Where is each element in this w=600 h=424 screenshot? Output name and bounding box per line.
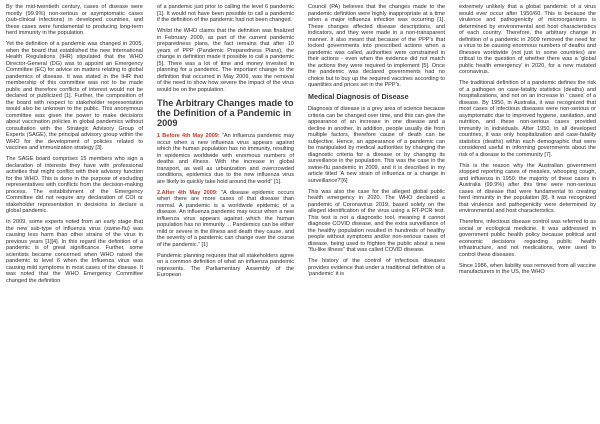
paragraph: The SAGE board comprises 15 members who sign a declaration of interests they have with professional activities that might conflict with their advisory function for the WHO. This is done in the purpose of excluding representatives with conflicts from the decision-making process. The establishment of the Emergency Committee did not require any declaration of COI or stakeholder representation in decisions to declare a global pandemic. [6, 156, 143, 214]
column-2 [157, 4, 294, 424]
definition-item [157, 190, 294, 249]
paragraph: The traditional definition of a pandemic defines the risk of a pathogen on case-fatality statistics (deaths) and hospitalizations, and not on an increase in ' cases' of a disease. By 1950, in Australia, it was recognized that most cases of infectious diseases were non-serious or asymptomatic due to improved hygiene, sanitation, and nutrition, and these non-serious cases provided immunity in individuals. After 1950, in all developed countries, it was only hospitalization and case-fatality statistics (deaths) within each demographic that were considered useful in informing governments about the risk of a disease to the community [7]. [459, 80, 596, 158]
definition-marker: 2.After 4th May 2009: [157, 189, 218, 196]
paragraph: In 2009, some experts noted from an early stage that the new sub-type of influenza virus (swine-flu) was causing less harm than other strains of the virus in previous years [1][4]. In this regard the definition of a pandemic is of great significance. Further, some scientists became concerned when WHO raised the pandemic to level 6 when the Influenza virus was causing mild symptoms in most cases of the disease. It was noted that the WHO Emergency Committee changed the definition [6, 219, 143, 284]
paragraph: This is the reason why the Australian government stopped reporting cases of measles, whooping cough, and influenza in 1950: the majority of these cases in Australia (99.9%) after this time were non-serious cases of disease that were fundamental to creating herd immunity in the population [8]. It was recognized that virulence and pathogenicity were determined by environmental and host characteristics. [459, 162, 596, 214]
paragraph: This was also the case for the alleged global public health emergency in 2020. The WHO declared a pandemic of Coronavirus 2019, based solely on the alleged identification of the virus using a RT-PCR test. This test is not a diagnostic tool, meaning it cannot diagnose COVID disease, and the extra surveillance of the healthy population resulted in hundreds of healthy people without symptoms and/or non-serious cases of disease, being used to frighten the public about a new "flu-like illness" that was called COVID disease. [308, 188, 445, 254]
definition-text: "An influenza pandemic may occur when a new influenza virus appears against which the human population has no immunity, resulting in epidemics worldwide with enormous numbers of deaths and illness. With the increase in global transport, as well as urbanization and overcrowded conditions, epidemics due to the new influenza virus are likely to quickly take hold around the world" [1]. [157, 133, 294, 185]
paragraph: Therefore, infectious disease control was referred to as social or ecological medicine. It was addressed in government public health policy because political and economic decisions regarding public health infrastructure, and not medications, were used to control these diseases. [459, 219, 596, 258]
paragraph: Diagnosis of disease is a grey area of science because criteria can be changed over time, and this can give the appearance of an increase in one disease and a decline in another. In addition, people usually die from multiple factors, therefore cause of death can be subjective. Hence, an appearance of a pandemic can be manipulated by medical authorities by changing the diagnostic criteria for a disease or by changing its surveillance in the population. This was the case in the swine-flu pandemic in 2009, and it is described in my article titled 'A new strain of influenza or a change in surveillance?'[6] [308, 106, 445, 184]
column-4 [459, 4, 596, 424]
paragraph: Yet the definition of a pandemic was changed in 2005, when the board that established the new International Health Regulations (IHR) stipulated that the WHO Director-General (DG) was to appoint an Emergency Committee (EC) for advice on matters relating to global pandemics of disease. It was stated in the IHR that membership of this committee was not to be made public and therefore conflicts of interest would not be declared or publicized [1]. Further, the composition of the board with respect to stakeholder representation would also be unknown to the public. This anonymous committee was given the power to make decisions about vaccination policies in global pandemics without consultation with the Strategic Advisory Group of Experts (SAGE), the principal advisory group within the WHO for the development of policies related to vaccines and immunization strategy [3]. [6, 41, 143, 151]
section-heading-medical-diagnosis: Medical Diagnosis of Disease [308, 92, 409, 101]
paragraph: Pandemic planning requires that all stakeholders agree on a common definition of what an influenza pandemic represents. The Parliamentary Assembly of the European [157, 252, 294, 279]
definition-marker: 1 Before 4th May 2009: [157, 133, 220, 140]
section-heading-arbitrary-changes: The Arbitrary Changes made to the Definition of a Pandemic in 2009 [157, 97, 294, 128]
paragraph: By the mid-twentieth century, cases of disease were mostly (99.9%) non-serious or asymptomatic cases (sub-clinical infections) in developed countries, and these cases were fundamental to producing long-term herd immunity in the population. [6, 4, 143, 36]
paragraph: extremely unlikely that a global pandemic of a virus would ever occur after 1950/60. This is because the virulence and pathogenicity of microorganisms is determined by environmental and host characteristics of each country. Therefore, the arbitrary change in definition of a pandemic in 2009 removed the need for a virus to be causing enormous numbers of deaths and illnesses worldwide (not just in some countries) are critical to the question of whether there was a 'global public health emergency' in 2020, for a new mutated coronavirus. [459, 4, 596, 75]
paragraph: Since 1986, when liability was removed from all vaccine manufacturers in the US, the WHO [459, 262, 596, 275]
paragraph: of a pandemic just prior to calling the level 6 pandemic [1]. It would not have been possible to call a pandemic if the definition of the pandemic had not been changed. [157, 4, 294, 23]
definition-item [157, 133, 294, 185]
column-1 [6, 4, 143, 424]
paragraph: Whilst the WHO claims that the definition was finalized in February 2009, as part of the current pandemic preparedness plans, the fact remains that after 10 years of PPP (Pandemic Preparedness Plans), the change in definition made it possible to call a pandemic [5]. There was a lot of time and money invested in planning for a pandemic. The important change to the definition that occurred in May 2009, was the removal of the need to show how severe the impact of the virus would be on the population. [157, 28, 294, 93]
paragraph: Council (PA) believes that the changes made to the pandemic definition were highly inappropriate at a time when a major influenza infection was occurring [1]. These changes affected disease descriptions, and indicators, and they were made in a non-transparent manner. It also meant that because of the PPP's that locked governments into prescribed actions when a pandemic was called, authorities were constrained in their actions - even when the evidence did not match the actions they were required to implement [5]. Once the pandemic was declared governments had no choice but to buy up the required vaccines according to quantities and prices set in the PPP's. [308, 4, 445, 88]
paragraph: The history of the control of infectious diseases provides evidence that under a traditional definition of a 'pandemic' it is [308, 258, 445, 278]
definition-text: "A disease epidemic occurs when there are more cases of that disease than normal. A pandemic is a worldwide epidemic of a disease. An influenza pandemic may occur when a new influenza virus appears against which the human population has no immunity ... Pandemics can be either mild or severe in the illness and death they cause, and the severity of a pandemic can change over the course of the pandemic." [1] [157, 189, 294, 248]
column-3 [308, 4, 445, 424]
